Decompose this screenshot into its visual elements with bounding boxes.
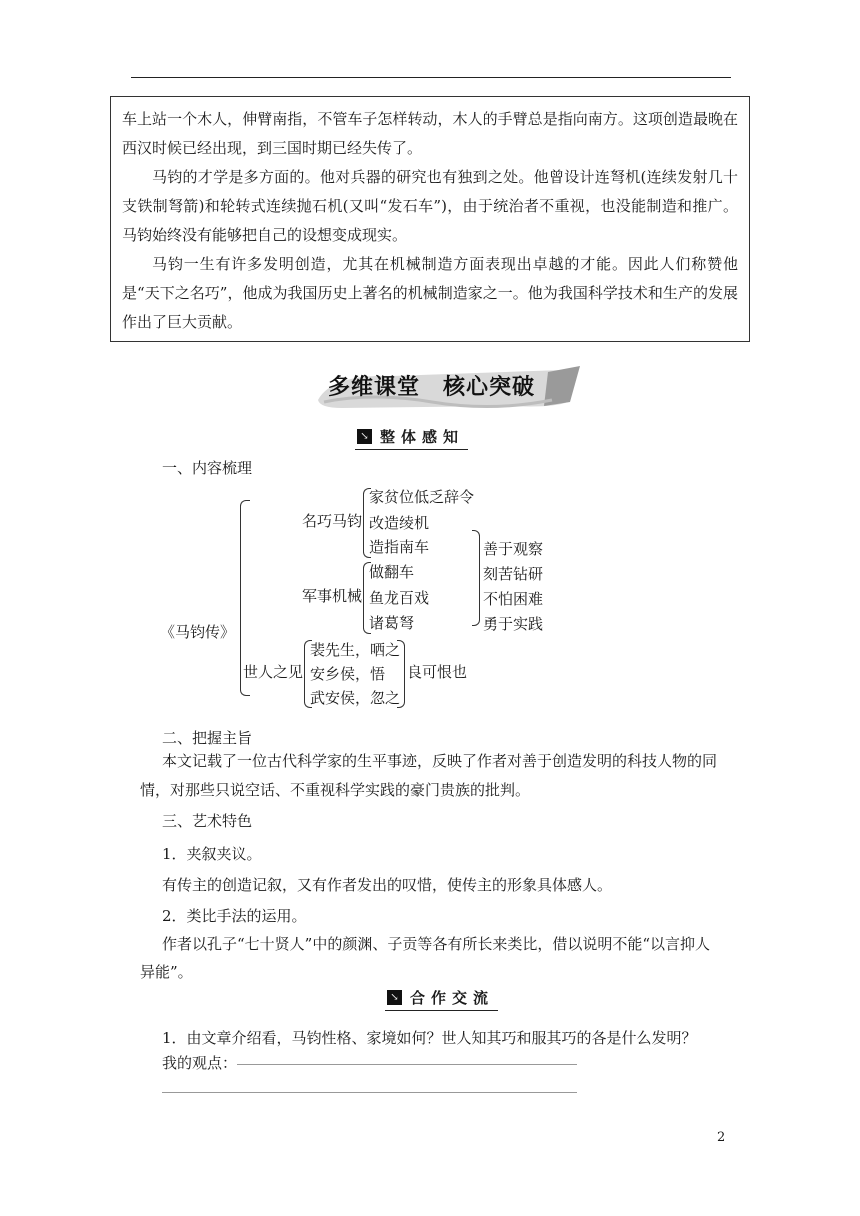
branch-3-item: 裴先生，哂之 [310, 641, 401, 659]
text-box [110, 96, 750, 342]
branch-2-item: 诸葛弩 [369, 614, 415, 632]
traits-brace [472, 530, 480, 626]
section-heading-2 [387, 985, 494, 1009]
theme-text: 本文记载了一位古代科学家的生平事迹，反映了作者对善于创造发明的科技人物的同 [162, 752, 718, 770]
trait-item: 不怕困难 [483, 590, 544, 608]
box-paragraph-2: 马钧的才学是多方面的。他对兵器的研究也有独到之处。他曾设计连弩机(连续发射几十支铁制弩箭)和轮转式连续抛石机(又叫“发石车”)，由于统治者不重视，也没能制造和推广。马钧始终没有能够把自己的设想变成现实。 [122, 168, 738, 244]
outline-heading: 一、内容梳理 [162, 459, 253, 477]
branch-2-item: 鱼龙百戏 [369, 589, 430, 607]
art-item-1-text: 有传主的创造记叙，又有作者发出的叹惜，使传主的形象具体感人。 [162, 876, 613, 894]
branch-3-label: 世人之见 [243, 663, 304, 681]
branch-3-right-brace [397, 640, 405, 708]
answer-line[interactable] [237, 1064, 577, 1065]
branch-1-label: 名巧马钧 [302, 512, 363, 530]
box-paragraph-3: 马钧一生有许多发明创造，尤其在机械制造方面表现出卓越的才能。因此人们称赞他是“天下之名巧”，他成为我国历史上著名的机械制造家之一。他为我国科学技术和生产的发展作出了巨大贡献。 [122, 255, 738, 331]
section-banner [312, 362, 584, 412]
trait-item: 善于观察 [483, 540, 544, 558]
branch-1-item: 家贫位低乏辞令 [369, 488, 475, 506]
branch-3-item: 安乡侯，悟 [310, 665, 386, 683]
answer-line[interactable] [162, 1092, 577, 1093]
banner-title: 多维课堂 核心突破 [328, 375, 536, 400]
theme-heading: 二、把握主旨 [162, 729, 253, 747]
branch-1-item: 造指南车 [369, 538, 430, 556]
arrow-icon: ↘ [357, 429, 372, 444]
trait-item: 刻苦钻研 [483, 565, 544, 583]
theme-text: 情，对那些只说空话、不重视科学实践的豪门贵族的批判。 [140, 781, 531, 799]
question-1: 1．由文章介绍看，马钧性格、家境如何？世人知其巧和服其巧的各是什么发明？ [162, 1029, 697, 1047]
branch-3-item: 武安侯，忽之 [310, 689, 401, 707]
page-number: 2 [717, 1130, 726, 1145]
answer-label: 我的观点： [162, 1054, 238, 1072]
art-heading: 三、艺术特色 [162, 812, 253, 830]
section-heading-1 [357, 424, 464, 448]
section-heading-2-title: 合作交流 [410, 988, 495, 1007]
art-item-2-text: 作者以孔子“七十贤人”中的颜渊、子贡等各有所长来类比，借以说明不能“以言抑人 [162, 935, 711, 953]
branch-1-item: 改造绫机 [369, 514, 430, 532]
box-paragraph-1: 车上站一个木人，伸臂南指，不管车子怎样转动，木人的手臂总是指向南方。这项创造最晚在西汉时候已经出现，到三国时期已经失传了。 [122, 110, 738, 157]
trait-item: 勇于实践 [483, 615, 544, 633]
arrow-icon: ↘ [387, 990, 402, 1005]
header-rule [131, 77, 731, 78]
art-item-2: 2．类比手法的运用。 [162, 907, 307, 925]
outline-root: 《马钧传》 [160, 623, 236, 641]
branch-3-result: 良可恨也 [407, 663, 468, 681]
section-heading-1-title: 整体感知 [380, 427, 465, 446]
branch-2-label: 军事机械 [302, 587, 363, 605]
art-item-1: 1．夹叙夹议。 [162, 845, 262, 863]
branch-2-item: 做翻车 [369, 563, 415, 581]
art-item-2-text: 异能”。 [140, 963, 193, 981]
